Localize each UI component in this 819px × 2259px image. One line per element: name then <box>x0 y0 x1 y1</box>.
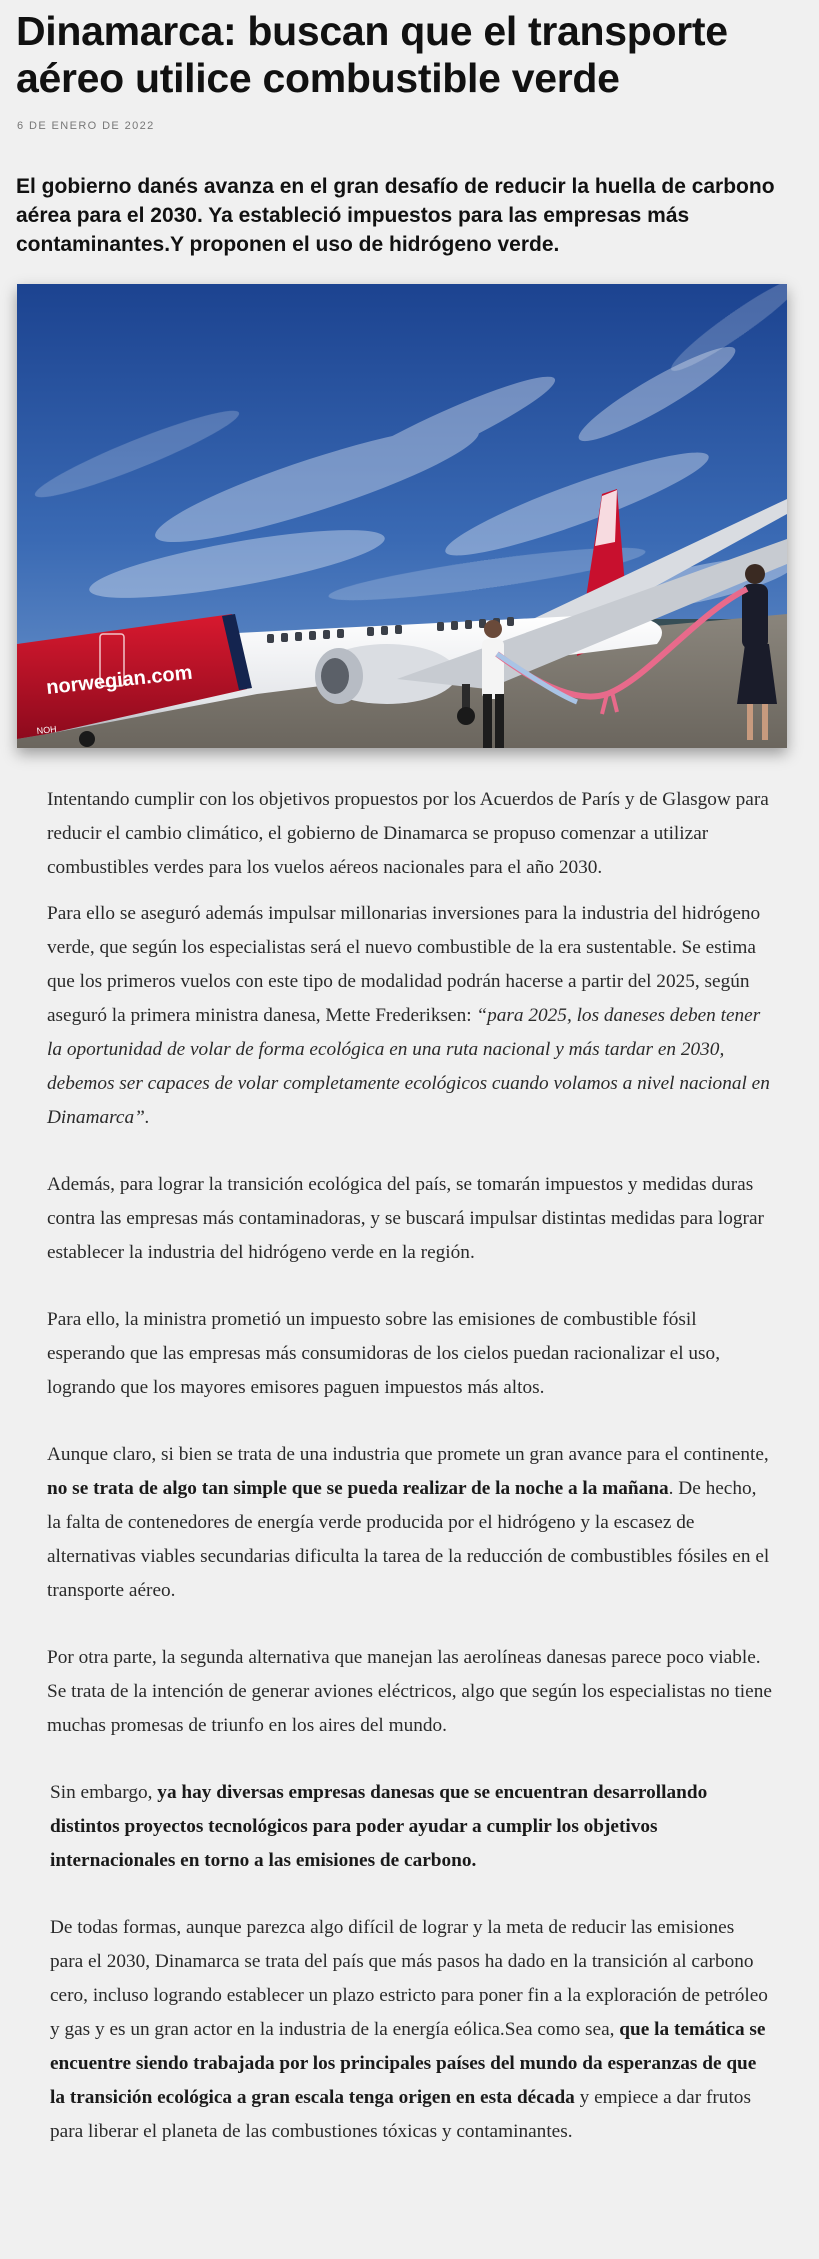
paragraph-8-end: y empiece a dar frutos para liberar el planeta de las combustiones tóxicas y contaminantes. <box>50 2087 751 2142</box>
paragraph-2 <box>47 897 772 1135</box>
article-photo <box>17 284 787 748</box>
paragraph-8-bold: que la temática se encuentre siendo trabajada por los principales países del mundo da esperanzas de que la transición ecológica a gran escala tenga origen en esta década <box>50 2019 766 2108</box>
livery-text: norwegian.com <box>45 661 194 699</box>
paragraph-1: Intentando cumplir con los objetivos propuestos por los Acuerdos de París y de Glasgow para reducir el cambio climático, el gobierno de Dinamarca se propuso comenzar a utilizar combustibles verdes para los vuelos aéreos nacionales para el año 2030. <box>47 789 769 878</box>
paragraph-6: Por otra parte, la segunda alternativa que manejan las aerolíneas danesas parece poco viable. Se trata de la intención de generar aviones eléctricos, algo que según los especialistas no tiene muchas promesas de triunfo en los aires del mundo. <box>47 1647 772 1736</box>
paragraph-5-end: . De hecho, la falta de contenedores de energía verde producida por el hidrógeno y la escasez de alternativas viables secundarias dificulta la tarea de la reducción de combustibles fósiles en el transporte aéreo. <box>47 1478 770 1601</box>
paragraph-5 <box>47 1438 772 1608</box>
paragraph-2-text: Para ello se aseguró además impulsar millonarias inversiones para la industria del hidrógeno verde, que según los especialistas será el nuevo combustible de la era sustentable. Se estima que los primeros vuelos con este tipo de modalidad podrán hacerse a partir del 2025, según aseguró la primera ministra danesa, Mette Frederiksen: <box>47 903 761 1026</box>
article-body <box>47 783 772 2149</box>
article-title: Dinamarca: buscan que el transporte aéreo utilice combustible verde <box>16 8 728 101</box>
paragraph-5-start: Aunque claro, si bien se trata de una industria que promete un gran avance para el continente, <box>47 1444 769 1465</box>
paragraph-7 <box>47 1776 772 1878</box>
paragraph-8 <box>47 1911 772 2149</box>
paragraph-3: Además, para lograr la transición ecológica del país, se tomarán impuestos y medidas duras contra las empresas más contaminadoras, y se buscará impulsar distintas medidas para lograr establecer la industria del hidrógeno verde en la región. <box>47 1174 764 1263</box>
paragraph-5-bold: no se trata de algo tan simple que se pueda realizar de la noche a la mañana <box>47 1478 669 1499</box>
minister-quote: “para 2025, los daneses deben tener la oportunidad de volar de forma ecológica en una ruta nacional y más tardar en 2030, debemos ser capaces de volar completamente ecológicos cuando volamos a nivel nacional en Dinamarca”. <box>47 1005 770 1128</box>
registration-text: NOH <box>36 723 58 736</box>
article-lead: El gobierno danés avanza en el gran desafío de reducir la huella de carbono aérea para el 2030. Ya estableció impuestos para las empresas más contaminantes.Y proponen el uso de hidrógeno verde. <box>16 175 775 256</box>
publish-date: 6 DE ENERO DE 2022 <box>17 120 155 132</box>
paragraph-7-start: Sin embargo, <box>50 1782 158 1803</box>
paragraph-4: Para ello, la ministra prometió un impuesto sobre las emisiones de combustible fósil esperando que las empresas más consumidoras de los cielos puedan racionalizar el uso, logrando que los mayores emisores paguen impuestos más altos. <box>47 1309 721 1398</box>
paragraph-7-bold: ya hay diversas empresas danesas que se encuentran desarrollando distintos proyectos tecnológicos para poder ayudar a cumplir los objetivos internacionales en torno a las emisiones de carbono. <box>50 1782 708 1871</box>
paragraph-8-start: De todas formas, aunque parezca algo difícil de lograr y la meta de reducir las emisiones para el 2030, Dinamarca se trata del país que más pasos ha dado en la transición al carbono cero, incluso logrando establecer un plazo estricto para poner fin a la exploración de petróleo y gas y es un gran actor en la industria de la energía eólica.Sea como sea, <box>50 1917 768 2040</box>
